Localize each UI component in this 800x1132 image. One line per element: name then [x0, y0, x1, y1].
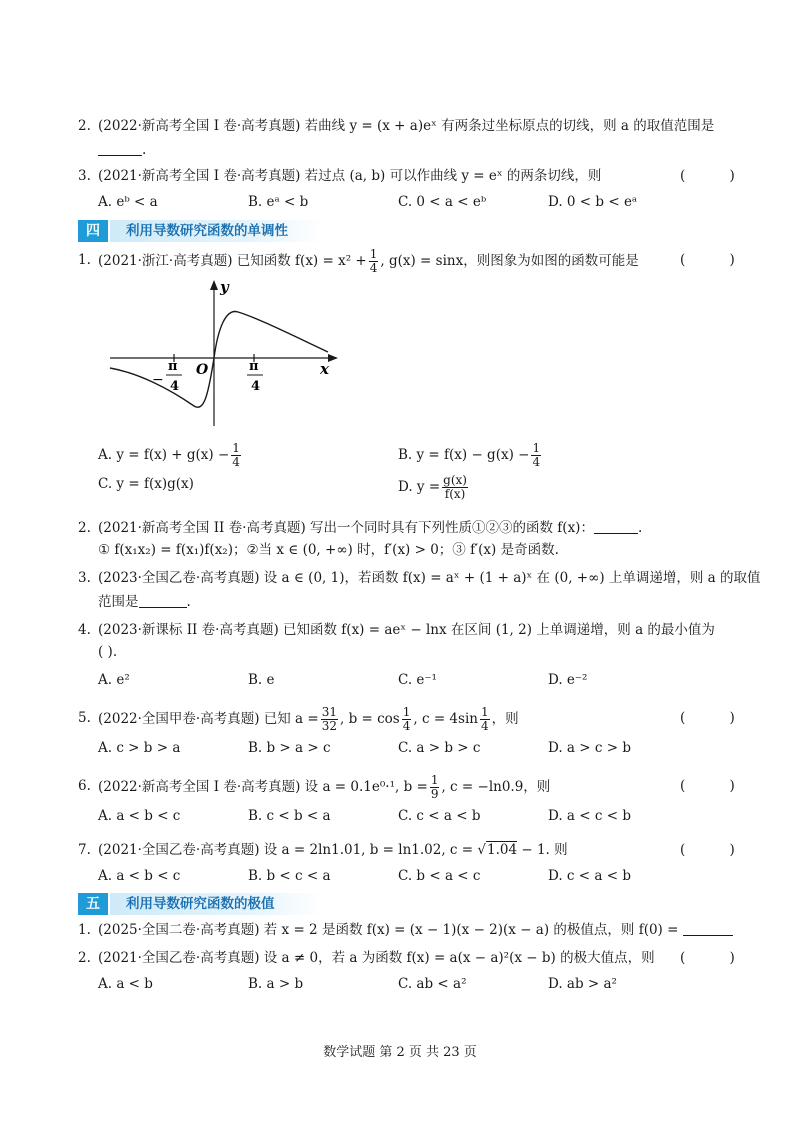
period: .: [142, 142, 147, 158]
section-number: 四: [78, 220, 108, 242]
option-b[interactable]: B. c < b < a: [248, 808, 331, 824]
origin-label: O: [196, 362, 209, 378]
option-b[interactable]: B. eᵃ < b: [248, 194, 309, 210]
option-c[interactable]: C. 0 < a < eᵇ: [398, 194, 487, 210]
option-d[interactable]: [398, 474, 470, 501]
question-number: 6.: [78, 778, 91, 794]
question-text-part: (2021·新高考全国 II 卷·高考真题) 写出一个同时具有下列性质①②③的函数 f(x)：: [98, 520, 594, 536]
question-text: [98, 706, 519, 733]
question-text: (2021·全国乙卷·高考真题) 设 a = 2ln1.01, b = ln1.02, c = √1.04 − 1. 则: [98, 842, 568, 858]
x-axis-arrow: [328, 354, 338, 362]
denominator: 32: [321, 719, 337, 733]
option-c[interactable]: C. e⁻¹: [398, 672, 437, 688]
question-text: [98, 518, 642, 538]
question-text-part: − 1. 则: [521, 842, 568, 858]
question-text: (2021·新高考全国 I 卷·高考真题) 若过点 (a, b) 可以作曲线 y = eˣ 的两条切线，则: [98, 168, 602, 184]
option-d[interactable]: D. a < c < b: [548, 808, 631, 824]
question-number: 1.: [78, 922, 91, 938]
function-curve: [110, 311, 328, 407]
option-b[interactable]: [398, 442, 543, 469]
option-text: D. y =: [398, 479, 441, 495]
neg-sign: −: [152, 372, 164, 388]
option-a[interactable]: [98, 442, 243, 469]
denominator: 4: [480, 719, 489, 733]
fraction: [531, 442, 541, 469]
option-c[interactable]: C. ab < a²: [398, 976, 467, 992]
x-axis-label: x: [320, 360, 329, 378]
section-header-4: [78, 220, 322, 242]
numerator: 1: [532, 441, 541, 455]
option-a[interactable]: A. c > b > a: [98, 740, 181, 756]
option-c[interactable]: C. a > b > c: [398, 740, 481, 756]
fraction: [430, 774, 440, 801]
answer-parentheses[interactable]: ( ): [680, 168, 755, 184]
option-d[interactable]: D. a > c > b: [548, 740, 631, 756]
question-text-line2: [98, 592, 191, 612]
option-c[interactable]: C. c < a < b: [398, 808, 481, 824]
question-number: 2.: [78, 950, 91, 966]
answer-blank[interactable]: [139, 593, 187, 608]
option-d[interactable]: D. e⁻²: [548, 672, 588, 688]
fraction: [402, 706, 412, 733]
question-number: 3.: [78, 168, 91, 184]
question-text-part: , c = 4sin: [413, 711, 478, 727]
option-a[interactable]: A. a < b < c: [98, 868, 181, 884]
y-axis-label: y: [220, 278, 229, 296]
fraction: [231, 442, 241, 469]
question-text-part: , g(x) = sinx，则图象为如图的函数可能是: [380, 253, 639, 269]
question-number: 3.: [78, 570, 91, 586]
question-text-part: ，则: [491, 711, 519, 727]
numerator: 1: [232, 441, 240, 455]
answer-parentheses[interactable]: ( ): [680, 778, 755, 794]
fraction: [480, 706, 490, 733]
numerator: 1: [402, 705, 411, 719]
option-a[interactable]: A. a < b < c: [98, 808, 181, 824]
question-number: 7.: [78, 842, 91, 858]
section-header-5: [78, 893, 322, 915]
numerator: 1: [369, 247, 378, 261]
question-number: 2.: [78, 118, 91, 134]
neg-tick-denominator: 4: [170, 379, 180, 394]
option-text: B. y = f(x) − g(x) −: [398, 447, 530, 463]
answer-blank[interactable]: [98, 141, 142, 156]
question-text-part: (2022·全国甲卷·高考真题) 已知 a =: [98, 711, 319, 727]
function-graph: [108, 278, 344, 428]
denominator: 9: [430, 787, 439, 801]
question-text-part: , c = −ln0.9，则: [441, 779, 551, 795]
pos-tick-denominator: 4: [251, 379, 261, 394]
question-text: [98, 774, 550, 801]
question-number: 4.: [78, 622, 91, 638]
denominator: 4: [369, 261, 378, 275]
answer-blank-line: [98, 140, 146, 160]
option-b[interactable]: B. a > b: [248, 976, 304, 992]
answer-blank[interactable]: [683, 921, 733, 936]
question-text-part: (2021·浙江·高考真题) 已知函数 f(x) = x² +: [98, 253, 367, 269]
option-a[interactable]: A. a < b: [98, 976, 153, 992]
option-b[interactable]: B. b > a > c: [248, 740, 331, 756]
option-c[interactable]: C. b < a < c: [398, 868, 481, 884]
question-text: (2023·新课标 II 卷·高考真题) 已知函数 f(x) = aeˣ − lnx 在区间 (1, 2) 上单调递增，则 a 的最小值为: [98, 622, 715, 638]
period: .: [637, 520, 643, 536]
question-text-part: 范围是: [98, 594, 139, 610]
numerator: 1: [480, 705, 489, 719]
answer-parentheses[interactable]: ( ): [680, 950, 755, 966]
option-a[interactable]: A. eᵇ < a: [98, 194, 158, 210]
question-text-part: , b = cos: [340, 711, 400, 727]
answer-parentheses[interactable]: ( ): [680, 252, 755, 268]
option-b[interactable]: B. b < c < a: [248, 868, 331, 884]
question-number: 5.: [78, 710, 91, 726]
fraction: [321, 706, 338, 733]
option-a[interactable]: A. e²: [98, 672, 130, 688]
question-text-part: (2025·全国二卷·高考真题) 若 x = 2 是函数 f(x) = (x − 1)(x − 2)(x − a) 的极值点，则 f(0) =: [98, 922, 679, 938]
option-d[interactable]: D. ab > a²: [548, 976, 617, 992]
question-text: [98, 920, 733, 940]
section-number: 五: [78, 893, 108, 915]
denominator: 4: [402, 719, 411, 733]
question-text-part: (2021·全国乙卷·高考真题) 设 a = 2ln1.01, b = ln1.02, c =: [98, 842, 474, 858]
numerator: 1: [430, 773, 439, 787]
option-b[interactable]: B. e: [248, 672, 275, 688]
period: .: [186, 594, 191, 610]
answer-blank[interactable]: [594, 519, 638, 534]
denominator: 4: [532, 455, 541, 469]
neg-tick-numerator: π: [168, 359, 178, 374]
question-text: (2022·新高考全国 I 卷·高考真题) 若曲线 y = (x + a)eˣ 有两条过坐标原点的切线，则 a 的取值范围是: [98, 118, 715, 134]
option-d[interactable]: D. c < a < b: [548, 868, 631, 884]
question-text: [98, 248, 639, 275]
option-c[interactable]: C. y = f(x)g(x): [98, 476, 194, 492]
fraction: [442, 474, 468, 501]
page-footer: 数学试题 第 2 页 共 23 页: [323, 1045, 477, 1060]
question-number: 2.: [78, 520, 91, 536]
denominator: 4: [232, 455, 240, 469]
section-title: 利用导数研究函数的极值: [126, 896, 275, 912]
question-number: 1.: [78, 252, 91, 268]
answer-parentheses[interactable]: ( ).: [98, 644, 118, 660]
fraction: [369, 248, 379, 275]
question-text: (2023·全国乙卷·高考真题) 设 a ∈ (0, 1)，若函数 f(x) = aˣ + (1 + a)ˣ 在 (0, +∞) 上单调递增，则 a 的取值: [98, 570, 761, 586]
answer-parentheses[interactable]: ( ): [680, 710, 755, 726]
option-text: A. y = f(x) + g(x) −: [98, 447, 230, 463]
option-d[interactable]: D. 0 < b < eᵃ: [548, 194, 638, 210]
sqrt-radicand: 1.04: [487, 842, 518, 858]
question-text-line2: ① f(x₁x₂) = f(x₁)f(x₂)；②当 x ∈ (0, +∞) 时，f′(x) > 0；③ f′(x) 是奇函数.: [98, 542, 559, 558]
question-text: (2021·全国乙卷·高考真题) 设 a ≠ 0，若 a 为函数 f(x) = a(x − a)²(x − b) 的极大值点，则: [98, 950, 655, 966]
y-axis-arrow: [210, 280, 218, 290]
numerator: 31: [321, 705, 337, 719]
denominator: f(x): [444, 487, 466, 501]
numerator: g(x): [443, 473, 467, 487]
pos-tick-numerator: π: [249, 359, 259, 374]
question-text-part: (2022·新高考全国 I 卷·高考真题) 设 a = 0.1e⁰·¹, b =: [98, 779, 428, 795]
section-title: 利用导数研究函数的单调性: [126, 223, 288, 239]
answer-parentheses[interactable]: ( ): [680, 842, 755, 858]
